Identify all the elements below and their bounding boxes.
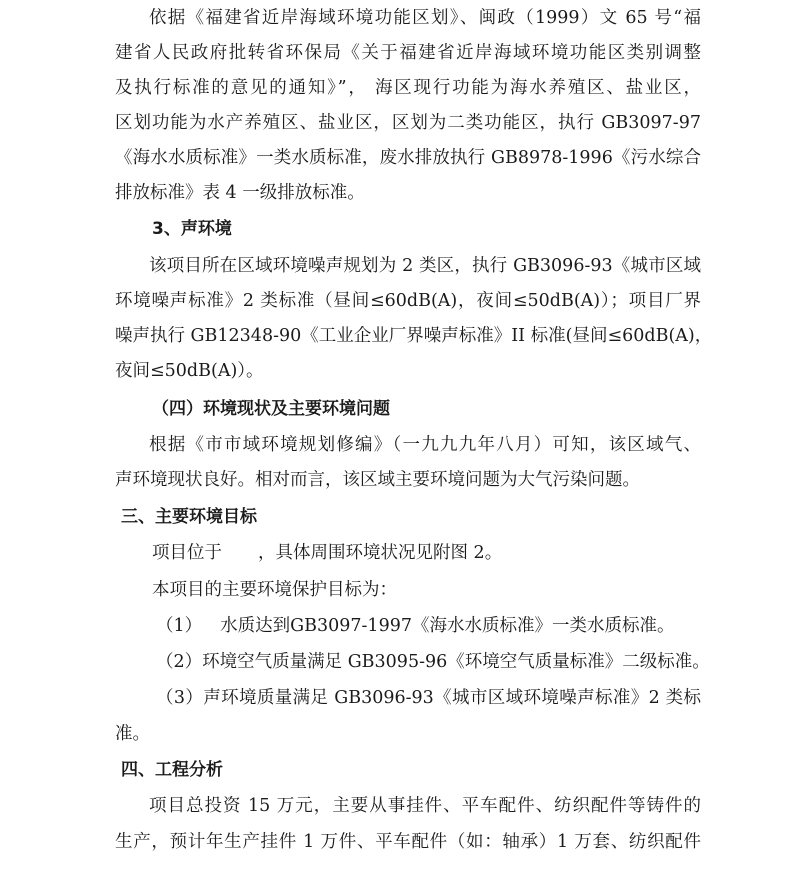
target-item-3-continued: 准。 (115, 724, 150, 744)
paragraph-line: 区划功能为水产养殖区、盐业区，区划为二类功能区，执行 GB3097-97 (115, 113, 701, 133)
target-item-1 (156, 611, 742, 641)
targets-intro: 本项目的主要环境保护目标为： (152, 580, 397, 600)
location-text-after: ，具体周围环境状况见附图 2。 (258, 543, 503, 563)
paragraph-line: 《海水水质标准》一类水质标准，废水排放执行 GB8978-1996《污水综合 (115, 148, 701, 168)
paragraph-line: 根据《市市域环境规划修编》（一九九九年八月）可知，该区域气、 (149, 435, 701, 455)
target-item-1-text: 水质达到GB3097-1997《海水水质标准》一类水质标准。 (220, 616, 675, 636)
paragraph-line: 建省人民政府批转省环保局《关于福建省近岸海域环境功能区类别调整 (115, 43, 701, 63)
chapter-heading: 四、工程分析 (121, 760, 223, 780)
target-item-1-label: （1） (156, 616, 203, 636)
paragraph-line: 声环境现状良好。相对而言，该区域主要环境问题为大气污染问题。 (115, 470, 640, 490)
paragraph-line: 该项目所在区域环境噪声规划为 2 类区，执行 GB3096-93《城市区域 (149, 256, 701, 276)
paragraph-line: 依据《福建省近岸海域环境功能区划》、闽政（1999）文 65 号“福 (149, 8, 701, 28)
paragraph-line: 排放标准》表 4 一级排放标准。 (115, 183, 365, 203)
chapter-heading: 三、主要环境目标 (121, 507, 257, 527)
paragraph-line: 及执行标准的意见的通知》”， 海区现行功能为海水养殖区、盐业区， (115, 78, 701, 98)
paragraph-line: 噪声执行 GB12348-90《工业企业厂界噪声标准》II 标准(昼间≤60dB(A)， (115, 326, 713, 346)
paragraph-line: 夜间≤50dB(A)）。 (115, 361, 264, 381)
paragraph-line: 环境噪声标准》2 类标准（昼间≤60dB(A)，夜间≤50dB(A)）；项目厂界 (115, 291, 701, 311)
location-text-before: 项目位于 (152, 543, 222, 563)
subsection-heading: （四）环境现状及主要环境问题 (152, 399, 390, 419)
paragraph-line: 生产，预计年生产挂件 1 万件、平车配件（如：轴承）1 万套、纺织配件 (115, 832, 701, 852)
section-heading: 3、声环境 (152, 219, 232, 239)
paragraph-line: 项目总投资 15 万元，主要从事挂件、平车配件、纺织配件等铸件的 (149, 796, 701, 816)
location-line (152, 538, 738, 568)
target-item-2: （2）环境空气质量满足 GB3095-96《环境空气质量标准》二级标准。 (156, 652, 710, 672)
target-item-3: （3）声环境质量满足 GB3096-93《城市区域环境噪声标准》2 类标 (156, 688, 701, 708)
